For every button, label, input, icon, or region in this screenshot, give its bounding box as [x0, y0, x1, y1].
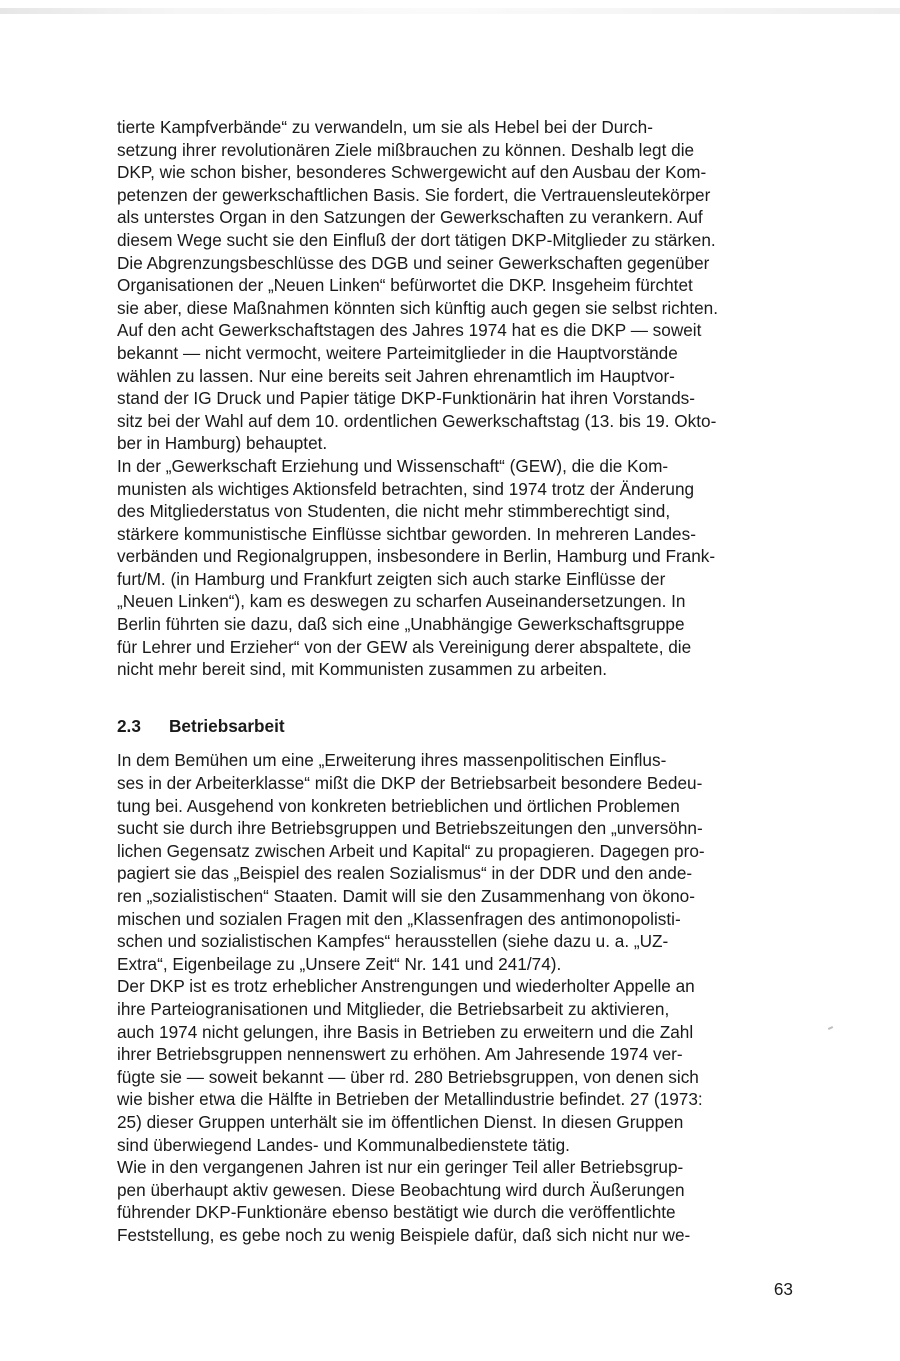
scan-speck	[828, 1026, 833, 1030]
document-page	[117, 116, 793, 1247]
paragraph-3: In dem Bemühen um eine „Erweiterung ihres massenpolitischen Einflus- ses in der Arbeiterklasse“ mißt die DKP der Betriebsarbeit besondere Bedeu- tung bei. Ausgehend von konkreten betrieblichen und örtlichen Problemen sucht sie durch ihre Betriebsgruppen und Betriebszeitungen den „unversöhn- lichen Gegensatz zwischen Arbeit und Kapital“ zu propagieren. Dagegen pro- pagiert sie das „Beispiel des realen Sozialismus“ in der DDR und den ande- ren „sozialistischen“ Staaten. Damit will sie den Zusammenhang von ökono- mischen und sozialen Fragen mit den „Klassenfragen des antimonopolisti- schen und sozialistischen Kampfes“ herausstellen (siehe dazu u. a. „UZ- Extra“, Eigenbeilage zu „Unsere Zeit“ Nr. 141 und 241/74).	[117, 750, 705, 974]
section-title: Betriebsarbeit	[169, 715, 285, 736]
section-number: 2.3	[117, 715, 141, 736]
page-number: 63	[773, 1279, 793, 1299]
paragraph-4: Der DKP ist es trotz erheblicher Anstrengungen und wiederholter Appelle an ihre Parteiogranisationen und Mitglieder, die Betriebsarbeit zu aktivieren, auch 1974 nicht gelungen, ihre Basis in Betrieben zu erweitern und die Zahl ihrer Betriebsgruppen nennenswert zu erhöhen. Am Jahresende 1974 ver- fügte sie — soweit bekannt — über rd. 280 Betriebsgruppen, von denen sich wie bisher etwa die Hälfte in Betrieben der Metallindustrie befindet. 27 (1973: 25) dieser Gruppen unterhält sie im öffentlichen Dienst. In diesen Gruppen sind überwiegend Landes- und Kommunalbedienstete tätig.	[117, 976, 703, 1155]
section-heading	[117, 715, 793, 738]
scan-top-edge	[0, 8, 900, 14]
paragraph-2: In der „Gewerkschaft Erziehung und Wissenschaft“ (GEW), die die Kom- munisten als wichtiges Aktionsfeld betrachten, sind 1974 trotz der Änderung des Mitgliederstatus von Studenten, die nicht mehr stimmberechtigt sind, stärkere kommunistische Einflüsse sichtbar geworden. In mehreren Landes- verbänden und Regionalgruppen, insbesondere in Berlin, Hamburg und Frank- furt/M. (in Hamburg und Frankfurt zeigten sich auch starke Einflüsse der „Neuen Linken“), kam es deswegen zu scharfen Auseinandersetzungen. In Berlin führten sie dazu, daß sich eine „Unabhängige Gewerkschaftsgruppe für Lehrer und Erzieher“ von der GEW als Vereinigung derer abspaltete, die nicht mehr bereit sind, mit Kommunisten zusammen zu arbeiten.	[117, 455, 716, 680]
paragraph-5: Wie in den vergangenen Jahren ist nur ein geringer Teil aller Betriebsgrup- pen überhaupt aktiv gewesen. Diese Beobachtung wird durch Äußerungen führender DKP-Funktionäre ebenso bestätigt wie durch die veröffentlichte Feststellung, es gebe noch zu wenig Beispiele dafür, daß sich nicht nur we-	[117, 1157, 691, 1245]
paragraph-1: tierte Kampfverbände“ zu verwandeln, um sie als Hebel bei der Durch- setzung ihrer revolutionären Ziele mißbrauchen zu können. Deshalb legt die DKP, wie schon bisher, besonderes Schwergewicht auf den Ausbau der Kom- petenzen der gewerkschaftlichen Basis. Sie fordert, die Vertrauensleutekörper als unterstes Organ in den Satzungen der Gewerkschaften zu verankern. Auf diesem Wege sucht sie den Einfluß der dort tätigen DKP-Mitglieder zu stärken. Die Abgrenzungsbeschlüsse des DGB und seiner Gewerkschaften gegenüber Organisationen der „Neuen Linken“ befürwortet die DKP. Insgeheim fürchtet sie aber, diese Maßnahmen könnten sich künftig auch gegen sie selbst richten. Auf den acht Gewerkschaftstagen des Jahres 1974 hat es die DKP — soweit bekannt — nicht vermocht, weitere Parteimitglieder in die Hauptvorstände wählen zu lassen. Nur eine bereits seit Jahren ehrenamtlich im Hauptvor- stand der IG Druck und Papier tätige DKP-Funktionärin hat ihren Vorstands- sitz bei der Wahl auf dem 10. ordentlichen Gewerkschaftstag (13. bis 19. Okto- ber in Hamburg) behauptet.	[117, 117, 718, 454]
